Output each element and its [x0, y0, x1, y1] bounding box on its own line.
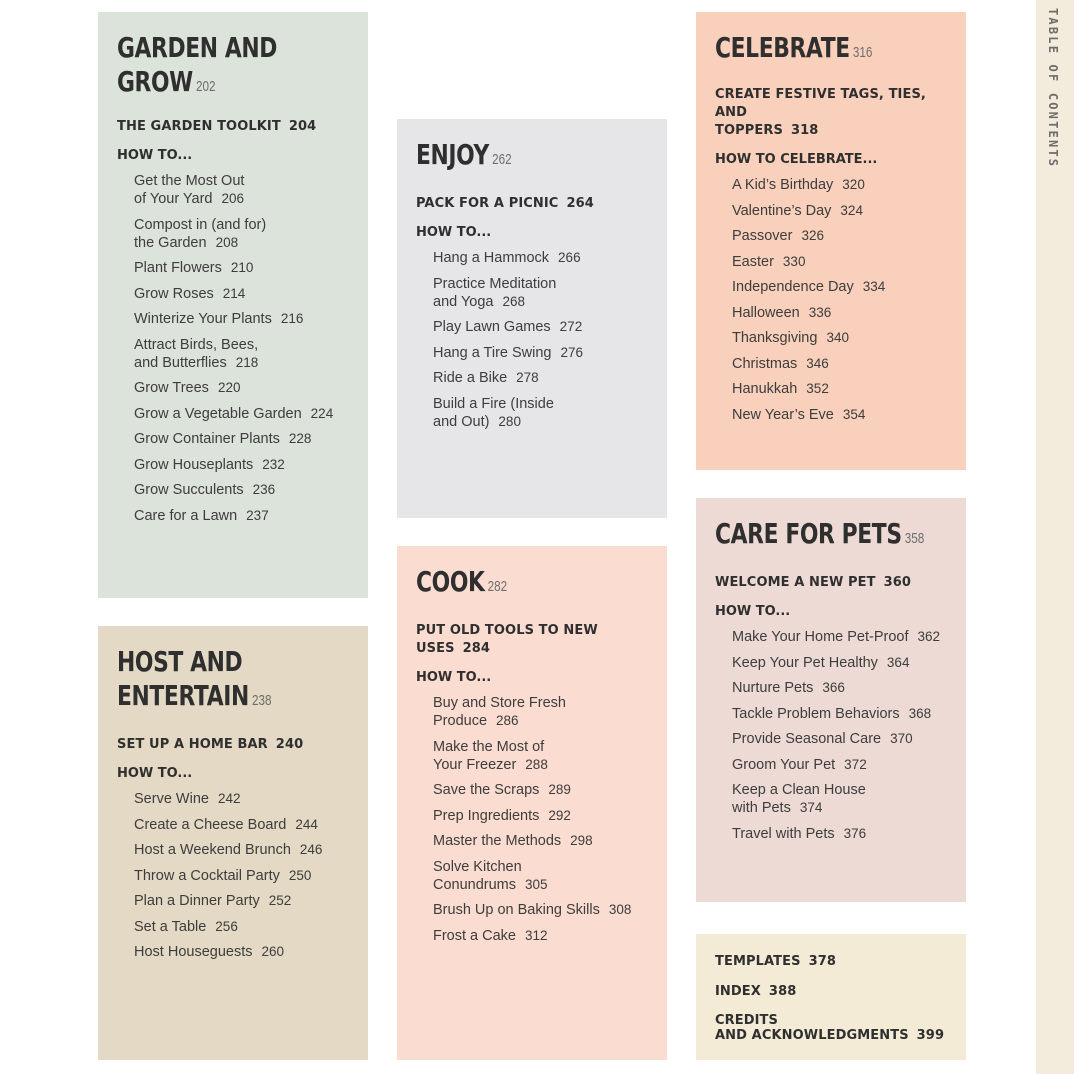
toc-entry[interactable]: [433, 694, 653, 730]
entry-title: Grow Trees: [134, 380, 209, 396]
entry-page-number: 224: [310, 405, 334, 421]
table-of-contents-label: TABLE OF CONTENTS: [1046, 8, 1060, 169]
entry-page-number: 324: [840, 202, 863, 218]
entry-title: Provide Seasonal Care: [732, 731, 882, 747]
entry-page-number: 368: [908, 705, 932, 721]
toc-entry[interactable]: [732, 406, 952, 424]
entry-title: Serve Wine: [134, 791, 209, 807]
entry-page-number: 246: [299, 842, 323, 857]
toc-entry[interactable]: [134, 481, 354, 499]
entry-list: [715, 628, 952, 843]
toc-entry[interactable]: [732, 253, 952, 271]
toc-entry[interactable]: [732, 304, 952, 322]
entry-title: Set a Table: [134, 918, 207, 935]
entry-title: Ride a Bike: [433, 370, 508, 386]
entry-title: Make the Most of: [433, 738, 545, 755]
toc-entry[interactable]: [732, 781, 952, 817]
entry-title: Care for a Lawn: [134, 507, 238, 524]
entry-list: [117, 172, 354, 525]
entry-title: Host a Weekend Brunch: [134, 842, 291, 858]
toc-entry[interactable]: [433, 738, 653, 774]
toc-entry[interactable]: [134, 507, 354, 525]
celebrate-card: [696, 12, 966, 470]
chapter-page-number: 282: [487, 578, 508, 595]
entry-title: Prep Ingredients: [433, 807, 540, 824]
entry-page-number: 370: [890, 731, 913, 746]
templates-entry[interactable]: TEMPLATES 378: [715, 954, 836, 969]
section-heading[interactable]: SET UP A HOME BAR 240: [117, 737, 304, 752]
chapter-title: COOK 282: [416, 565, 508, 598]
index-entry[interactable]: INDEX 388: [715, 984, 797, 999]
entry-page-number: 232: [262, 456, 285, 472]
entry-title: Play Lawn Games: [433, 319, 551, 335]
entry-title: Keep Your Pet Healthy: [732, 654, 878, 671]
enjoy-card: [397, 119, 667, 518]
chapter-page-number: 262: [492, 151, 512, 168]
section-heading[interactable]: PUT OLD TOOLS TO NEW USES 284: [416, 623, 598, 656]
entry-title-cont: Produce: [433, 713, 488, 729]
entry-title-cont: and Yoga: [433, 293, 494, 310]
section-heading[interactable]: WELCOME A NEW PET 360: [715, 575, 912, 590]
entry-title: Make Your Home Pet-Proof: [732, 629, 909, 645]
entry-title: Host Houseguests: [134, 944, 253, 960]
toc-entry[interactable]: [433, 249, 653, 267]
toc-entry[interactable]: [433, 807, 653, 825]
entry-page-number: 256: [215, 918, 238, 934]
chapter-page-number: 238: [251, 692, 272, 709]
entry-page-number: 366: [822, 680, 845, 695]
how-to-heading: HOW TO...: [416, 225, 492, 240]
toc-entry[interactable]: [732, 825, 952, 843]
entry-title: Throw a Cocktail Party: [134, 867, 280, 884]
chapter-title: CELEBRATE 316: [715, 31, 873, 64]
entry-title: Groom Your Pet: [732, 756, 836, 773]
entry-page-number: 214: [222, 285, 246, 301]
toc-entry[interactable]: [732, 355, 952, 373]
entry-title: Valentine’s Day: [732, 202, 832, 219]
entry-page-number: 376: [843, 825, 867, 841]
toc-entry[interactable]: [433, 832, 653, 850]
entry-page-number: 206: [221, 191, 245, 206]
entry-title: Grow Container Plants: [134, 431, 280, 447]
entry-list: [117, 790, 354, 961]
entry-title: Nurture Pets: [732, 680, 814, 696]
entry-page-number: 352: [806, 381, 829, 396]
entry-page-number: 228: [288, 431, 312, 446]
entry-page-number: 354: [842, 406, 866, 422]
how-to-heading: HOW TO...: [715, 604, 791, 619]
toc-entry[interactable]: [732, 628, 952, 646]
entry-page-number: 320: [842, 177, 865, 192]
entry-title-cont: and Butterflies: [134, 354, 227, 371]
entry-page-number: 244: [295, 816, 318, 832]
toc-entry[interactable]: [134, 918, 354, 936]
toc-entry[interactable]: [732, 329, 952, 347]
back-matter-card: [696, 934, 966, 1060]
care-for-pets-card: [696, 498, 966, 902]
toc-entry[interactable]: [134, 310, 354, 328]
how-to-heading: HOW TO...: [117, 148, 193, 163]
entry-title: Grow Roses: [134, 285, 214, 302]
entry-page-number: 312: [525, 927, 548, 943]
entry-title: Get the Most Out: [134, 173, 245, 189]
entry-title: Plan a Dinner Party: [134, 893, 260, 909]
entry-title: Winterize Your Plants: [134, 311, 272, 327]
entry-page-number: 280: [498, 413, 521, 429]
entry-page-number: 340: [826, 330, 849, 345]
toc-entry[interactable]: [134, 867, 354, 885]
toc-entry[interactable]: [433, 781, 653, 799]
toc-entry[interactable]: [732, 202, 952, 220]
entry-title: Solve Kitchen: [433, 858, 522, 875]
entry-title: Grow a Vegetable Garden: [134, 405, 302, 422]
toc-entry[interactable]: [134, 285, 354, 303]
entry-title: Easter: [732, 253, 774, 270]
entry-title: Keep a Clean House: [732, 782, 866, 798]
entry-title: Build a Fire (Inside: [433, 395, 554, 412]
entry-list: [416, 694, 653, 945]
entry-page-number: 326: [801, 228, 824, 243]
entry-page-number: 260: [261, 944, 285, 959]
entry-page-number: 292: [548, 807, 571, 823]
entry-page-number: 346: [806, 355, 829, 371]
entry-page-number: 237: [246, 507, 269, 523]
entry-page-number: 250: [288, 867, 312, 883]
entry-title: Travel with Pets: [732, 825, 835, 842]
entry-title: Plant Flowers: [134, 260, 222, 276]
entry-title: Buy and Store Fresh: [433, 695, 566, 711]
entry-title: Halloween: [732, 304, 800, 321]
entry-page-number: 289: [548, 782, 571, 797]
entry-title: Hanukkah: [732, 381, 798, 397]
entry-title: New Year’s Eve: [732, 406, 834, 423]
toc-entry[interactable]: [134, 430, 354, 448]
toc-entry[interactable]: [134, 172, 354, 208]
entry-page-number: 372: [844, 756, 867, 772]
garden-and-grow-card: [98, 12, 368, 598]
entry-title: Passover: [732, 228, 793, 244]
chapter-page-number: 316: [852, 44, 873, 61]
chapter-page-number: 202: [195, 78, 216, 95]
entry-page-number: 334: [862, 279, 886, 294]
toc-entry[interactable]: [134, 379, 354, 397]
chapter-page-number: 358: [904, 530, 925, 547]
entry-title-cont: with Pets: [732, 800, 791, 816]
toc-entry[interactable]: [433, 901, 653, 919]
entry-title: Tackle Problem Behaviors: [732, 705, 900, 722]
entry-title: Brush Up on Baking Skills: [433, 902, 600, 918]
toc-entry[interactable]: [433, 395, 653, 431]
entry-page-number: 220: [217, 380, 241, 395]
entry-title-cont: of Your Yard: [134, 191, 213, 207]
entry-title-cont: Conundrums: [433, 876, 517, 893]
entry-page-number: 288: [525, 756, 548, 772]
entry-page-number: 252: [268, 893, 292, 908]
how-to-heading: HOW TO CELEBRATE...: [715, 152, 878, 167]
entry-title: Frost a Cake: [433, 927, 516, 944]
chapter-title: HOST AND ENTERTAIN 238: [117, 645, 272, 712]
chapter-title: ENJOY 262: [416, 138, 512, 171]
toc-entry[interactable]: [732, 705, 952, 723]
how-to-heading: HOW TO...: [117, 766, 193, 781]
entry-page-number: 286: [496, 713, 519, 728]
entry-title: Hang a Hammock: [433, 250, 550, 266]
section-heading[interactable]: CREATE FESTIVE TAGS, TIES, AND TOPPERS 318: [715, 87, 926, 138]
entry-title: Master the Methods: [433, 833, 562, 849]
toc-entry[interactable]: [433, 927, 653, 945]
entry-title: Thanksgiving: [732, 330, 818, 346]
toc-entry[interactable]: [732, 227, 952, 245]
how-to-heading: HOW TO...: [416, 670, 492, 685]
toc-entry[interactable]: [134, 790, 354, 808]
toc-entry[interactable]: [732, 654, 952, 672]
toc-entry[interactable]: [732, 278, 952, 296]
toc-entry[interactable]: [134, 816, 354, 834]
toc-entry[interactable]: [134, 892, 354, 910]
entry-title: Compost in (and for): [134, 216, 267, 233]
entry-page-number: 362: [917, 629, 941, 644]
toc-entry[interactable]: [433, 318, 653, 336]
entry-title: Grow Houseplants: [134, 456, 254, 473]
entry-title-cont: and Out): [433, 413, 490, 430]
toc-entry[interactable]: [732, 679, 952, 697]
toc-entry[interactable]: [134, 841, 354, 859]
toc-entry[interactable]: [732, 730, 952, 748]
entry-page-number: 216: [280, 311, 304, 326]
entry-title: Practice Meditation: [433, 275, 557, 292]
chapter-title: GARDEN AND GROW 202: [117, 31, 277, 98]
entry-list: [715, 176, 952, 424]
entry-title: Hang a Tire Swing: [433, 344, 552, 361]
entry-page-number: 208: [215, 234, 239, 250]
entry-title: Grow Succulents: [134, 482, 244, 498]
entry-page-number: 305: [525, 876, 548, 892]
entry-page-number: 308: [608, 902, 632, 917]
entry-page-number: 298: [570, 833, 593, 848]
toc-entry[interactable]: [433, 344, 653, 362]
entry-page-number: 364: [886, 654, 910, 670]
host-and-entertain-card: [98, 626, 368, 1060]
toc-entry[interactable]: [134, 943, 354, 961]
chapter-title: CARE FOR PETS 358: [715, 517, 925, 550]
entry-page-number: 336: [808, 304, 832, 320]
entry-title: Save the Scraps: [433, 782, 540, 798]
toc-entry[interactable]: [433, 858, 653, 894]
entry-list: [416, 249, 653, 431]
toc-entry[interactable]: [433, 275, 653, 311]
entry-page-number: 268: [502, 293, 526, 309]
toc-entry[interactable]: [732, 380, 952, 398]
cook-card: [397, 546, 667, 1060]
toc-entry[interactable]: [134, 259, 354, 277]
entry-page-number: 242: [217, 791, 241, 806]
entry-page-number: 266: [558, 250, 581, 265]
entry-title: Attract Birds, Bees,: [134, 336, 259, 353]
toc-entry[interactable]: [134, 456, 354, 474]
entry-page-number: 276: [560, 344, 584, 360]
entry-title: A Kid’s Birthday: [732, 177, 834, 193]
credits-entry[interactable]: CREDITS AND ACKNOWLEDGMENTS 399: [715, 1013, 945, 1043]
toc-entry[interactable]: [134, 405, 354, 423]
entry-page-number: 236: [252, 482, 276, 497]
entry-page-number: 330: [782, 253, 806, 269]
toc-entry[interactable]: [732, 176, 952, 194]
entry-page-number: 218: [235, 354, 259, 370]
toc-entry[interactable]: [134, 216, 354, 252]
entry-page-number: 210: [230, 260, 254, 275]
entry-page-number: 278: [516, 370, 539, 385]
section-heading[interactable]: THE GARDEN TOOLKIT 204: [117, 119, 317, 134]
toc-entry[interactable]: [433, 369, 653, 387]
entry-title-cont: the Garden: [134, 234, 207, 251]
toc-entry[interactable]: [732, 756, 952, 774]
section-heading[interactable]: PACK FOR A PICNIC 264: [416, 196, 594, 211]
entry-title: Independence Day: [732, 279, 854, 295]
toc-entry[interactable]: [134, 336, 354, 372]
entry-title: Create a Cheese Board: [134, 816, 287, 833]
entry-title-cont: Your Freezer: [433, 756, 517, 773]
entry-page-number: 374: [799, 800, 823, 815]
entry-title: Christmas: [732, 355, 798, 372]
entry-page-number: 272: [559, 319, 583, 334]
